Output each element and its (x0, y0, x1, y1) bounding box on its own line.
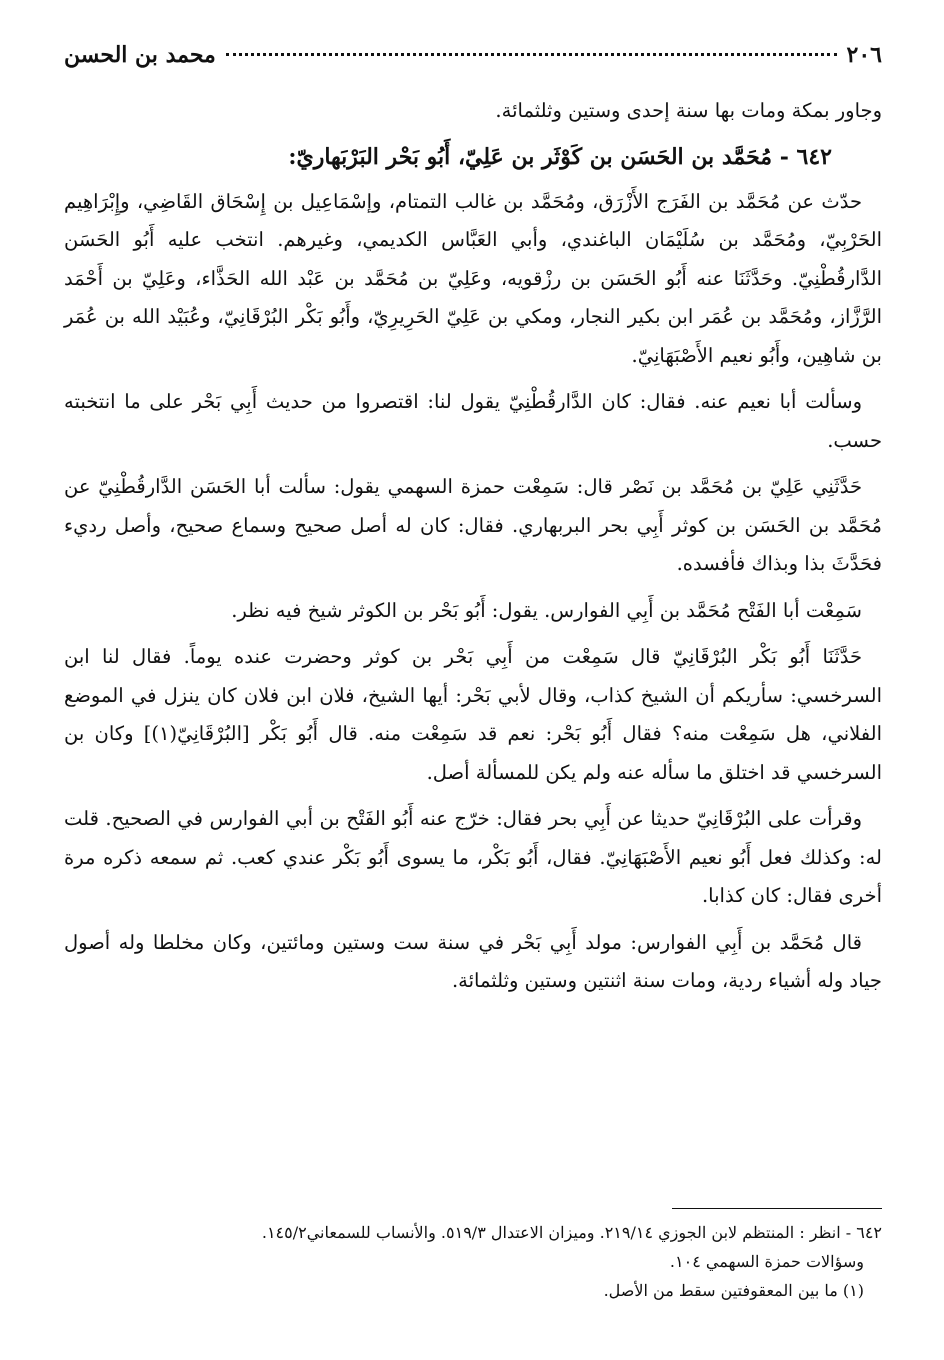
footnote-separator (672, 1208, 882, 1209)
paragraph: وقرأت على البُرْقَانِيّ حديثا عن أَبِي بحر فقال: خرّج عنه أَبُو الفَتْح بن أبي الفوارس في الصحيح. قلت له: وكذلك فعل أَبُو نعيم الأَصْبَهَانِيّ. فقال، أَبُو بَكْر، ما يسوى أَبُو بَكْر عندي كعب. ثم سمعه ذكره مرة أخرى فقال: كان كذابا. (64, 807, 882, 907)
paragraph: وسألت أبا نعيم عنه. فقال: كان الدَّارقُطْنِيّ يقول لنا: اقتصروا من حديث أَبِي بَحْر على ما انتخبته حسب. (64, 390, 882, 452)
page-header (64, 42, 882, 82)
book-page (64, 42, 882, 1332)
paragraph: حدّث عن مُحَمَّد بن الفَرَج الأَزْرَق، ومُحَمَّد بن غالب التمتام، وإسْمَاعِيل بن إِسْحَاق القَاضِي، وإِبْرَاهِيم الحَرْبِيّ، ومُحَمَّد بن سُلَيْمَان الباغندي، وأبي العَبَّاس الكديمي، وغيرهم. انتخب عليه أَبُو الحَسَن الدَّارقُطْنِيّ. وحَدَّثَنَا عنه أَبُو الحَسَن بن رزْقويه، وعَلِيّ بن مُحَمَّد بن عَبْد الله الحَذَّاء، وعَلِيّ بن أَحْمَد الرَّزَّاز، ومُحَمَّد بن عُمَر ابن بكير النجار، ومكي بن عَلِيّ الحَرِيرِيّ، وأَبُو بَكْر البُرْقَانِيّ، وعُبَيْد الله بن عُمَر بن شاهِين، وأَبُو نعيم الأَصْبَهَانِيّ. (64, 189, 882, 367)
paragraph: قال مُحَمَّد بن أَبِي الفوارس: مولد أَبِي بَحْر في سنة ست وستين ومائتين، وكان مخلطا وله أصول جياد وله أشياء ردية، ومات سنة اثنتين وستين وثلثمائة. (64, 930, 882, 992)
paragraph: سَمِعْت أبا الفَتْح مُحَمَّد بن أَبِي الفوارس. يقول: أَبُو بَحْر بن الكوثر شيخ فيه نظر. (231, 598, 862, 622)
paragraph: حَدَّثَنَا أَبُو بَكْر البُرْقَانِيّ قال سَمِعْت من أَبِي بَحْر بن كوثر وحضرت عنده يوماً. فقال لنا ابن السرخسي: سأريكم أن الشيخ كذاب، وقال لأبي بَحْر: أيها الشيخ، فلان ابن فلان كان ينزل في الموضع الفلاني، هل سَمِعْت منه؟ فقال أَبُو بَحْر: نعم قد سَمِعْت منه. قال أَبُو بَكْر [البُرْقَانِيّ(١)] وكان بن السرخسي قد اختلق ما سأله عنه ولم يكن للمسألة أصل. (64, 645, 882, 784)
footnote-sources-continued: وسؤالات حمزة السهمي ١٠٤. (669, 1252, 864, 1271)
entry-title: ٦٤٢ - مُحَمَّد بن الحَسَن بن كَوْثَر بن عَلِيّ، أَبُو بَحْر البَرْبَهاريّ: (288, 143, 832, 170)
footnote-1: (١) ما بين المعقوفتين سقط من الأصل. (603, 1281, 864, 1300)
header-dotted-leader (226, 53, 837, 56)
footnotes (64, 1218, 882, 1305)
running-title: محمد بن الحسن (64, 42, 216, 68)
footnote-sources: ٦٤٢ - انظر : المنتظم لابن الجوزي ٢١٩/١٤. وميزان الاعتدال ٥١٩/٣. والأنساب للسمعاني١٤٥/٢. (261, 1223, 882, 1242)
continuation-line: وجاور بمكة ومات بها سنة إحدى وستين وثلثمائة. (495, 99, 882, 122)
paragraph: حَدَّثَنِي عَلِيّ بن مُحَمَّد بن نَصْر قال: سَمِعْت حمزة السهمي يقول: سألت أبا الحَسَن الدَّارقُطْنِيّ عن مُحَمَّد بن الحَسَن بن كوثر أَبِي بحر البربهاري. فقال: كان له أصل صحيح وسماع صحيح، وأصل رديء فحَدَّثَ بذا وبذاك فأفسده. (64, 475, 882, 575)
page-number: ٢٠٦ (846, 42, 882, 68)
